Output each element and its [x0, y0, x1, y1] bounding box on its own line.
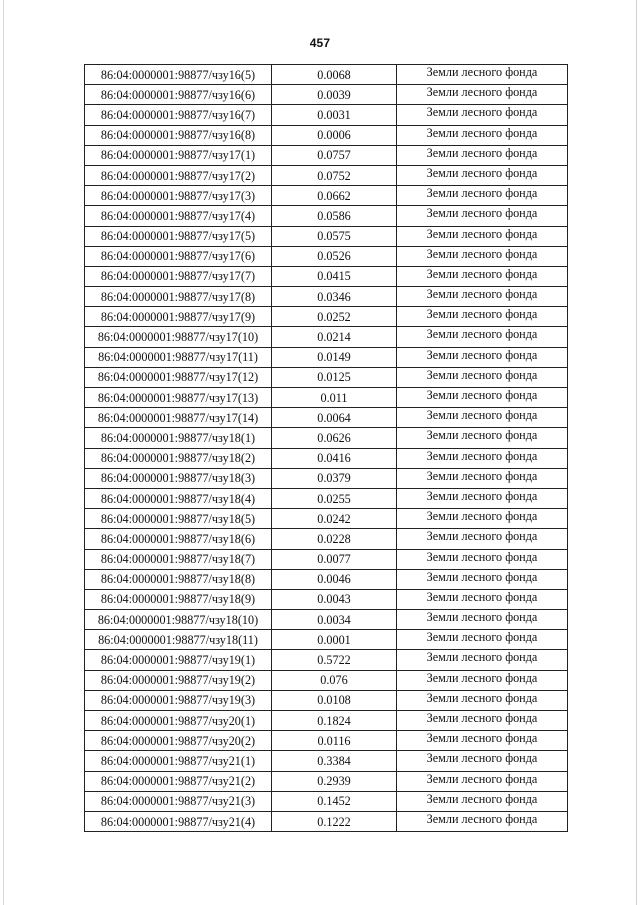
- table-row: [85, 105, 568, 125]
- land-category-cell: Земли лесного фонда: [397, 529, 568, 549]
- table-row: [85, 186, 568, 206]
- parcel-area-cell: 0.0034: [272, 610, 397, 630]
- parcel-id-cell: 86:04:0000001:98877/чзу16(6): [85, 85, 272, 105]
- land-category-cell: Земли лесного фонда: [397, 105, 568, 125]
- table-row: [85, 771, 568, 791]
- parcel-area-cell: 0.0149: [272, 347, 397, 367]
- table-row: [85, 428, 568, 448]
- parcel-area-cell: 0.0043: [272, 589, 397, 609]
- table-row: [85, 246, 568, 266]
- land-category-cell: Земли лесного фонда: [397, 307, 568, 327]
- land-category-cell: Земли лесного фонда: [397, 206, 568, 226]
- table-row: [85, 529, 568, 549]
- parcel-id-cell: 86:04:0000001:98877/чзу18(5): [85, 509, 272, 529]
- parcel-id-cell: 86:04:0000001:98877/чзу16(7): [85, 105, 272, 125]
- parcel-area-cell: 0.5722: [272, 650, 397, 670]
- parcel-area-cell: 0.0116: [272, 731, 397, 751]
- land-category-cell: Земли лесного фонда: [397, 630, 568, 650]
- parcel-id-cell: 86:04:0000001:98877/чзу18(6): [85, 529, 272, 549]
- table-row: [85, 791, 568, 811]
- parcel-id-cell: 86:04:0000001:98877/чзу17(4): [85, 206, 272, 226]
- parcel-id-cell: 86:04:0000001:98877/чзу17(1): [85, 145, 272, 165]
- land-category-cell: Земли лесного фонда: [397, 670, 568, 690]
- parcel-area-cell: 0.0586: [272, 206, 397, 226]
- parcel-id-cell: 86:04:0000001:98877/чзу19(2): [85, 670, 272, 690]
- parcel-area-cell: 0.0526: [272, 246, 397, 266]
- table-row: [85, 650, 568, 670]
- table-row: [85, 367, 568, 387]
- parcel-area-cell: 0.1452: [272, 791, 397, 811]
- table-row: [85, 509, 568, 529]
- table-row: [85, 711, 568, 731]
- table-row: [85, 206, 568, 226]
- land-parcel-table: [84, 64, 568, 832]
- parcel-id-cell: 86:04:0000001:98877/чзу17(7): [85, 266, 272, 286]
- table-row: [85, 690, 568, 710]
- parcel-area-cell: 0.0626: [272, 428, 397, 448]
- table-row: [85, 751, 568, 771]
- parcel-area-cell: 0.0757: [272, 145, 397, 165]
- table-row: [85, 85, 568, 105]
- parcel-id-cell: 86:04:0000001:98877/чзу19(3): [85, 690, 272, 710]
- table-row: [85, 549, 568, 569]
- table-row: [85, 165, 568, 185]
- parcel-area-cell: 0.0575: [272, 226, 397, 246]
- table-row: [85, 670, 568, 690]
- land-category-cell: Земли лесного фонда: [397, 408, 568, 428]
- parcel-area-cell: 0.0001: [272, 630, 397, 650]
- parcel-area-cell: 0.0039: [272, 85, 397, 105]
- parcel-id-cell: 86:04:0000001:98877/чзу17(11): [85, 347, 272, 367]
- parcel-area-cell: 0.076: [272, 670, 397, 690]
- land-category-cell: Земли лесного фонда: [397, 125, 568, 145]
- parcel-id-cell: 86:04:0000001:98877/чзу18(7): [85, 549, 272, 569]
- land-category-cell: Земли лесного фонда: [397, 367, 568, 387]
- parcel-id-cell: 86:04:0000001:98877/чзу17(2): [85, 165, 272, 185]
- land-category-cell: Земли лесного фонда: [397, 711, 568, 731]
- parcel-area-cell: 0.0068: [272, 65, 397, 85]
- land-category-cell: Земли лесного фонда: [397, 165, 568, 185]
- table-row: [85, 811, 568, 831]
- parcel-area-cell: 0.0346: [272, 287, 397, 307]
- parcel-area-cell: 0.0077: [272, 549, 397, 569]
- parcel-area-cell: 0.0415: [272, 266, 397, 286]
- table-row: [85, 287, 568, 307]
- parcel-id-cell: 86:04:0000001:98877/чзу17(12): [85, 367, 272, 387]
- scan-edge-left: [3, 0, 4, 905]
- parcel-area-cell: 0.0006: [272, 125, 397, 145]
- parcel-id-cell: 86:04:0000001:98877/чзу20(2): [85, 731, 272, 751]
- parcel-area-cell: 0.0752: [272, 165, 397, 185]
- land-category-cell: Земли лесного фонда: [397, 428, 568, 448]
- land-category-cell: Земли лесного фонда: [397, 388, 568, 408]
- table-row: [85, 226, 568, 246]
- table-row: [85, 65, 568, 85]
- parcel-id-cell: 86:04:0000001:98877/чзу20(1): [85, 711, 272, 731]
- land-category-cell: Земли лесного фонда: [397, 650, 568, 670]
- table-row: [85, 569, 568, 589]
- land-category-cell: Земли лесного фонда: [397, 569, 568, 589]
- land-category-cell: Земли лесного фонда: [397, 266, 568, 286]
- parcel-id-cell: 86:04:0000001:98877/чзу18(4): [85, 488, 272, 508]
- parcel-id-cell: 86:04:0000001:98877/чзу18(11): [85, 630, 272, 650]
- table-row: [85, 266, 568, 286]
- land-category-cell: Земли лесного фонда: [397, 751, 568, 771]
- land-category-cell: Земли лесного фонда: [397, 65, 568, 85]
- parcel-area-cell: 0.1222: [272, 811, 397, 831]
- table-row: [85, 388, 568, 408]
- parcel-area-cell: 0.2939: [272, 771, 397, 791]
- table-row: [85, 408, 568, 428]
- parcel-area-cell: 0.0108: [272, 690, 397, 710]
- land-category-cell: Земли лесного фонда: [397, 690, 568, 710]
- scan-edge-right: [636, 0, 637, 905]
- table-row: [85, 468, 568, 488]
- parcel-area-cell: 0.0031: [272, 105, 397, 125]
- land-category-cell: Земли лесного фонда: [397, 448, 568, 468]
- land-category-cell: Земли лесного фонда: [397, 327, 568, 347]
- parcel-area-cell: 0.3384: [272, 751, 397, 771]
- parcel-id-cell: 86:04:0000001:98877/чзу16(5): [85, 65, 272, 85]
- parcel-area-cell: 0.0064: [272, 408, 397, 428]
- table-row: [85, 145, 568, 165]
- parcel-area-cell: 0.1824: [272, 711, 397, 731]
- parcel-id-cell: 86:04:0000001:98877/чзу19(1): [85, 650, 272, 670]
- parcel-id-cell: 86:04:0000001:98877/чзу16(8): [85, 125, 272, 145]
- parcel-id-cell: 86:04:0000001:98877/чзу18(2): [85, 448, 272, 468]
- parcel-id-cell: 86:04:0000001:98877/чзу17(9): [85, 307, 272, 327]
- land-category-cell: Земли лесного фонда: [397, 347, 568, 367]
- parcel-area-cell: 0.0252: [272, 307, 397, 327]
- parcel-id-cell: 86:04:0000001:98877/чзу17(14): [85, 408, 272, 428]
- parcel-id-cell: 86:04:0000001:98877/чзу17(13): [85, 388, 272, 408]
- land-category-cell: Земли лесного фонда: [397, 246, 568, 266]
- parcel-area-cell: 0.0379: [272, 468, 397, 488]
- parcel-id-cell: 86:04:0000001:98877/чзу18(10): [85, 610, 272, 630]
- land-category-cell: Земли лесного фонда: [397, 731, 568, 751]
- parcel-id-cell: 86:04:0000001:98877/чзу21(1): [85, 751, 272, 771]
- parcel-id-cell: 86:04:0000001:98877/чзу17(6): [85, 246, 272, 266]
- land-category-cell: Земли лесного фонда: [397, 589, 568, 609]
- land-category-cell: Земли лесного фонда: [397, 811, 568, 831]
- table-row: [85, 347, 568, 367]
- parcel-id-cell: 86:04:0000001:98877/чзу18(3): [85, 468, 272, 488]
- parcel-id-cell: 86:04:0000001:98877/чзу18(9): [85, 589, 272, 609]
- table-row: [85, 327, 568, 347]
- parcel-area-cell: 0.0416: [272, 448, 397, 468]
- table-row: [85, 630, 568, 650]
- table-row: [85, 488, 568, 508]
- land-category-cell: Земли лесного фонда: [397, 468, 568, 488]
- parcel-id-cell: 86:04:0000001:98877/чзу21(2): [85, 771, 272, 791]
- land-category-cell: Земли лесного фонда: [397, 287, 568, 307]
- table-row: [85, 448, 568, 468]
- land-category-cell: Земли лесного фонда: [397, 186, 568, 206]
- table-row: [85, 731, 568, 751]
- land-category-cell: Земли лесного фонда: [397, 549, 568, 569]
- land-category-cell: Земли лесного фонда: [397, 610, 568, 630]
- land-category-cell: Земли лесного фонда: [397, 226, 568, 246]
- parcel-area-cell: 0.0228: [272, 529, 397, 549]
- table-row: [85, 610, 568, 630]
- parcel-id-cell: 86:04:0000001:98877/чзу21(3): [85, 791, 272, 811]
- parcel-id-cell: 86:04:0000001:98877/чзу17(8): [85, 287, 272, 307]
- land-category-cell: Земли лесного фонда: [397, 509, 568, 529]
- table-row: [85, 125, 568, 145]
- land-category-cell: Земли лесного фонда: [397, 85, 568, 105]
- parcel-id-cell: 86:04:0000001:98877/чзу17(5): [85, 226, 272, 246]
- table-body: [85, 65, 568, 832]
- parcel-id-cell: 86:04:0000001:98877/чзу17(3): [85, 186, 272, 206]
- table-row: [85, 589, 568, 609]
- parcel-id-cell: 86:04:0000001:98877/чзу18(1): [85, 428, 272, 448]
- parcel-id-cell: 86:04:0000001:98877/чзу17(10): [85, 327, 272, 347]
- land-category-cell: Земли лесного фонда: [397, 145, 568, 165]
- parcel-area-cell: 0.011: [272, 388, 397, 408]
- parcel-area-cell: 0.0125: [272, 367, 397, 387]
- parcel-area-cell: 0.0255: [272, 488, 397, 508]
- parcel-area-cell: 0.0242: [272, 509, 397, 529]
- parcel-id-cell: 86:04:0000001:98877/чзу21(4): [85, 811, 272, 831]
- page-number: 457: [309, 36, 331, 50]
- land-category-cell: Земли лесного фонда: [397, 791, 568, 811]
- land-category-cell: Земли лесного фонда: [397, 488, 568, 508]
- parcel-area-cell: 0.0046: [272, 569, 397, 589]
- table-row: [85, 307, 568, 327]
- parcel-id-cell: 86:04:0000001:98877/чзу18(8): [85, 569, 272, 589]
- land-category-cell: Земли лесного фонда: [397, 771, 568, 791]
- parcel-area-cell: 0.0214: [272, 327, 397, 347]
- parcel-area-cell: 0.0662: [272, 186, 397, 206]
